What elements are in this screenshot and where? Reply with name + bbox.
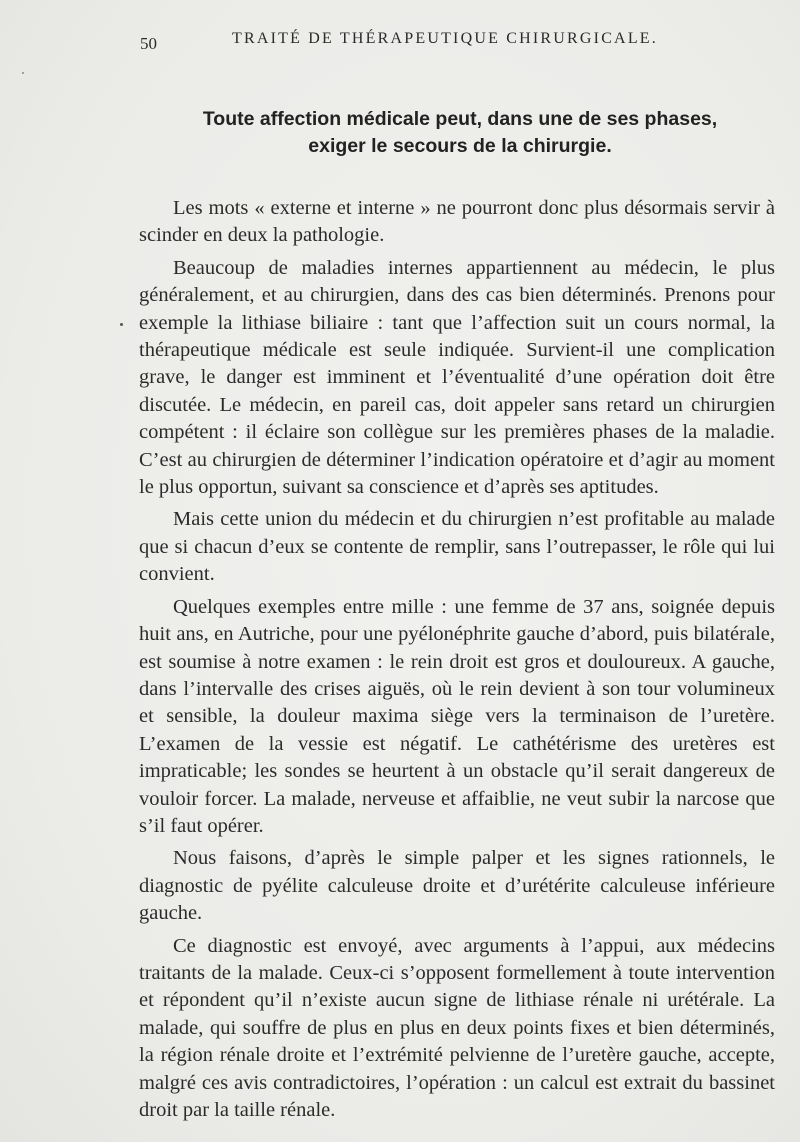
paragraph: Mais cette union du médecin et du chirurgien n’est profitable au malade que si chacun d’eux se contente de remplir, sans l’outrepasser, le rôle qui lui convient. [139,508,775,586]
paragraph: Quelques exemples entre mille : une femme de 37 ans, soignée depuis huit ans, en Autriche, pour une pyélonéphrite gauche d’abord, puis bilatérale, est soumise à notre examen : le rein droit est gros et douloureux. A gauche, dans l’intervalle des crises aiguës, où le rein devient à son tour volumineux et sensible, la douleur maxima siège vers la terminaison de l’uretère. L’examen de la vessie est négatif. Le cathétérisme des uretères est impraticable; les sondes se heurtent à un obstacle qu’il serait dangereux de vouloir forcer. La malade, nerveuse et affaiblie, ne veut subir la narcose que s’il faut opérer. [139,595,775,837]
running-header [140,30,700,54]
body-text [139,195,775,1129]
section-heading-line-2: exiger le secours de la chirurgie. [308,135,612,157]
running-title: TRAITÉ DE THÉRAPEUTIQUE CHIRURGICALE. [232,30,658,47]
paragraph: Nous faisons, d’après le simple palper et les signes rationnels, le diagnostic de pyélite calculeuse droite et d’urétérite calculeuse inférieure gauche. [139,847,775,925]
paragraph: Ce diagnostic est envoyé, avec arguments à l’appui, aux médecins traitants de la malade. Ceux-ci s’opposent formellement à toute intervention et répondent qu’il n’existe aucun signe de lithiase rénale ni urétérale. La malade, qui souffre de plus en plus en deux points fixes et bien déterminés, la région rénale droite et l’extrémité pelvienne de l’uretère gauche, accepte, malgré ces avis contradictoires, l’opération : un calcul est extrait du bassinet droit par la taille rénale. [139,934,775,1121]
page-number: 50 [140,34,157,53]
paragraph: Beaucoup de maladies internes appartiennent au médecin, le plus généralement, et au chirurgien, dans des cas bien déterminés. Prenons pour exemple la lithiase biliaire : tant que l’affection suit un cours normal, la thérapeutique médicale est seule indiquée. Survient-il une complication grave, le danger est imminent et l’éventualité d’une opération doit être discutée. Le médecin, en pareil cas, doit appeler sans retard un chirurgien compétent : il éclaire son collègue sur les premières phases de la maladie. C’est au chirurgien de déterminer l’indication opératoire et d’agir au moment le plus opportun, suivant sa conscience et d’après ses aptitudes. [139,256,775,499]
print-speck [22,72,24,74]
paragraph: Les mots « externe et interne » ne pourront donc plus désormais servir à scinder en deux la pathologie. [139,197,775,247]
print-speck [120,323,123,326]
section-heading [140,106,780,160]
section-heading-line-1: Toute affection médicale peut, dans une de ses phases, [202,108,718,130]
